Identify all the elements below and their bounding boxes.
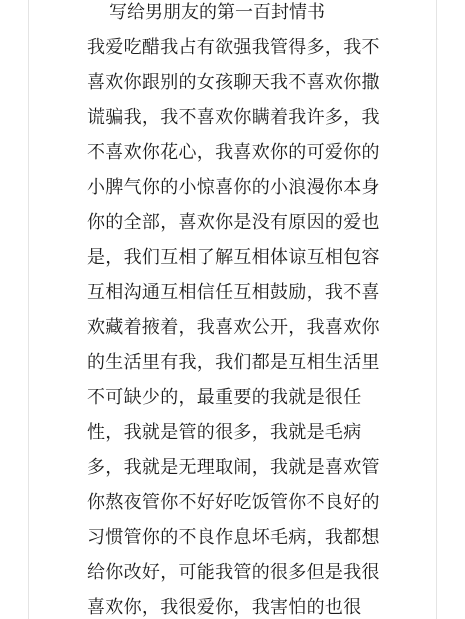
document-page — [28, 0, 437, 619]
text-line: 你的全部，喜欢你是没有原因的爱也 — [87, 212, 380, 233]
text-line: 习惯管你的不良作息坏毛病，我都想 — [87, 527, 380, 548]
text-line: 谎骗我，我不喜欢你瞒着我许多，我 — [87, 107, 380, 128]
text-line: 的生活里有我，我们都是互相生活里 — [87, 352, 380, 373]
text-line: 喜欢你，我很爱你，我害怕的也很 — [87, 597, 362, 618]
text-line: 欢藏着掖着，我喜欢公开，我喜欢你 — [87, 317, 380, 338]
text-line: 小脾气你的小惊喜你的小浪漫你本身 — [87, 177, 380, 198]
text-line: 互相沟通互相信任互相鼓励，我不喜 — [87, 282, 380, 303]
text-line: 是，我们互相了解互相体谅互相包容 — [87, 247, 380, 268]
text-line: 性，我就是管的很多，我就是毛病 — [87, 422, 362, 443]
text-line: 你熬夜管你不好好吃饭管你不良好的 — [87, 492, 380, 513]
letter-body — [87, 30, 389, 619]
text-line: 我爱吃醋我占有欲强我管得多，我不 — [87, 37, 380, 58]
text-line: 不可缺少的，最重要的我就是很任 — [87, 387, 362, 408]
text-line: 喜欢你跟别的女孩聊天我不喜欢你撒 — [87, 72, 380, 93]
text-line: 多，我就是无理取闹，我就是喜欢管 — [87, 457, 380, 478]
text-line: 给你改好，可能我管的很多但是我很 — [87, 562, 380, 583]
document-title: 写给男朋友的第一百封情书 — [109, 2, 325, 23]
text-line: 不喜欢你花心，我喜欢你的可爱你的 — [87, 142, 380, 163]
